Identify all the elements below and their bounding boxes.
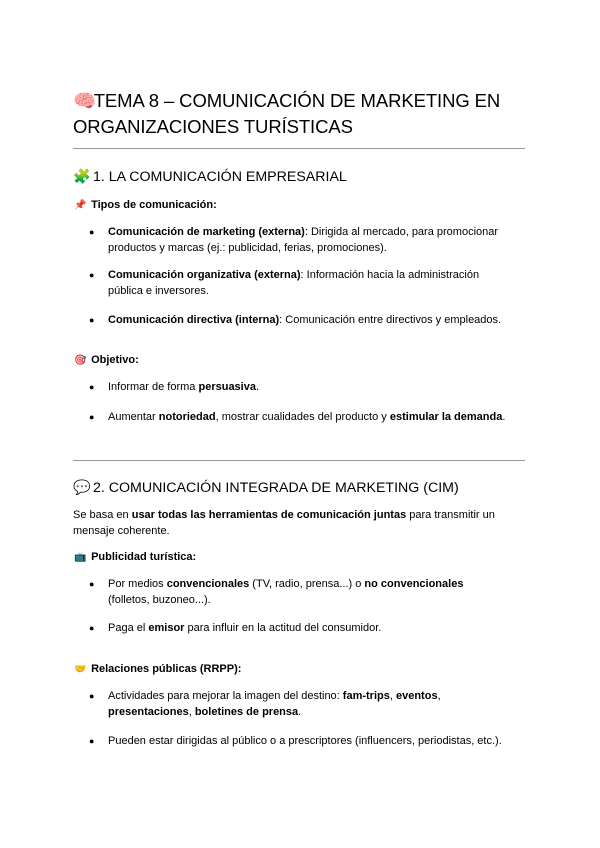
page-title <box>73 88 533 140</box>
item-text: , mostrar cualidades del producto y <box>215 411 390 423</box>
bullet-icon: ● <box>89 382 95 392</box>
item-bold: convencionales <box>166 578 250 590</box>
section-heading-1 <box>73 168 347 186</box>
list-item <box>89 688 508 720</box>
item-text: Por medios <box>108 578 167 590</box>
item-text: Paga el <box>108 622 149 634</box>
para-text: para transmitir un mensaje coherente. <box>73 509 495 537</box>
item-bold: eventos <box>395 690 438 702</box>
list-item <box>89 379 508 395</box>
divider <box>73 148 525 149</box>
list-item <box>89 409 508 425</box>
tipos-label <box>73 198 217 213</box>
objetivo-label-text: Objetivo: <box>91 354 139 366</box>
item-bold: emisor <box>148 622 185 634</box>
list-item <box>89 733 528 749</box>
bullet-icon: ● <box>89 623 95 633</box>
bullet-icon: ● <box>89 736 95 746</box>
item-text: Informar de forma <box>108 381 199 393</box>
item-text: : Dirigida al mercado, para promocionar productos y marcas (ej.: publicidad, ferias, promociones). <box>108 226 499 254</box>
brain-icon: 🧠 <box>73 90 96 111</box>
item-text: , <box>389 690 396 702</box>
section-heading-2 <box>73 479 459 497</box>
page-title-text: TEMA 8 – COMUNICACIÓN DE MARKETING EN ORGANIZACIONES TURÍSTICAS <box>73 90 501 137</box>
item-text: (folletos, buzoneo...). <box>108 594 211 606</box>
pushpin-icon: 📌 <box>74 200 87 211</box>
list-item <box>89 224 508 256</box>
para-bold: usar todas las herramientas de comunicación juntas <box>131 509 407 521</box>
puzzle-piece-icon: 🧩 <box>73 169 91 185</box>
list-item <box>89 312 508 328</box>
item-bold: persuasiva <box>198 381 256 393</box>
item-bold: fam-trips <box>342 690 390 702</box>
objetivo-label <box>73 353 139 368</box>
speech-balloon-icon: 💬 <box>73 480 91 496</box>
item-term: Comunicación directiva (interna) <box>108 314 280 326</box>
bullet-icon: ● <box>89 691 95 701</box>
divider <box>73 460 525 461</box>
item-text: (TV, radio, prensa...) o <box>249 578 365 590</box>
item-bold: no convencionales <box>364 578 464 590</box>
item-text: para influir en la actitud del consumidor. <box>184 622 382 634</box>
item-text: Aumentar <box>108 411 159 423</box>
item-text: Pueden estar dirigidas al público o a prescriptores (influencers, periodistas, etc.). <box>108 735 502 747</box>
item-bold: boletines de prensa <box>194 706 299 718</box>
target-icon: 🎯 <box>74 355 87 366</box>
publicidad-label <box>73 550 196 565</box>
item-bold: presentaciones <box>108 706 189 718</box>
list-item <box>89 267 508 299</box>
publicidad-label-text: Publicidad turística: <box>91 551 197 563</box>
rrpp-label-text: Relaciones públicas (RRPP): <box>91 663 242 675</box>
bullet-icon: ● <box>89 315 95 325</box>
tipos-label-text: Tipos de comunicación: <box>91 199 217 211</box>
item-text: . <box>502 411 506 423</box>
item-bold: notoriedad <box>158 411 216 423</box>
list-item <box>89 576 508 608</box>
item-text: , <box>188 706 195 718</box>
rrpp-label <box>73 662 241 677</box>
television-icon: 📺 <box>74 552 87 563</box>
item-text: Actividades para mejorar la imagen del destino: <box>108 690 343 702</box>
item-term: Comunicación organizativa (externa) <box>108 269 301 281</box>
item-text: : Comunicación entre directivos y empleados. <box>279 314 502 326</box>
item-text: : Información hacia la administración pública e inversores. <box>108 269 480 297</box>
item-text: . <box>255 381 260 393</box>
item-text: . <box>298 706 302 718</box>
item-text: , <box>437 690 441 702</box>
item-bold: estimular la demanda <box>389 411 503 423</box>
handshake-icon: 🤝 <box>74 664 87 675</box>
list-item <box>89 620 508 636</box>
bullet-icon: ● <box>89 270 95 280</box>
bullet-icon: ● <box>89 227 95 237</box>
section-heading-1-text: 1. LA COMUNICACIÓN EMPRESARIAL <box>92 169 347 185</box>
intro-paragraph <box>73 507 525 539</box>
para-text: Se basa en <box>73 509 132 521</box>
bullet-icon: ● <box>89 579 95 589</box>
bullet-icon: ● <box>89 412 95 422</box>
item-term: Comunicación de marketing (externa) <box>108 226 305 238</box>
section-heading-2-text: 2. COMUNICACIÓN INTEGRADA DE MARKETING (CIM) <box>92 480 459 496</box>
